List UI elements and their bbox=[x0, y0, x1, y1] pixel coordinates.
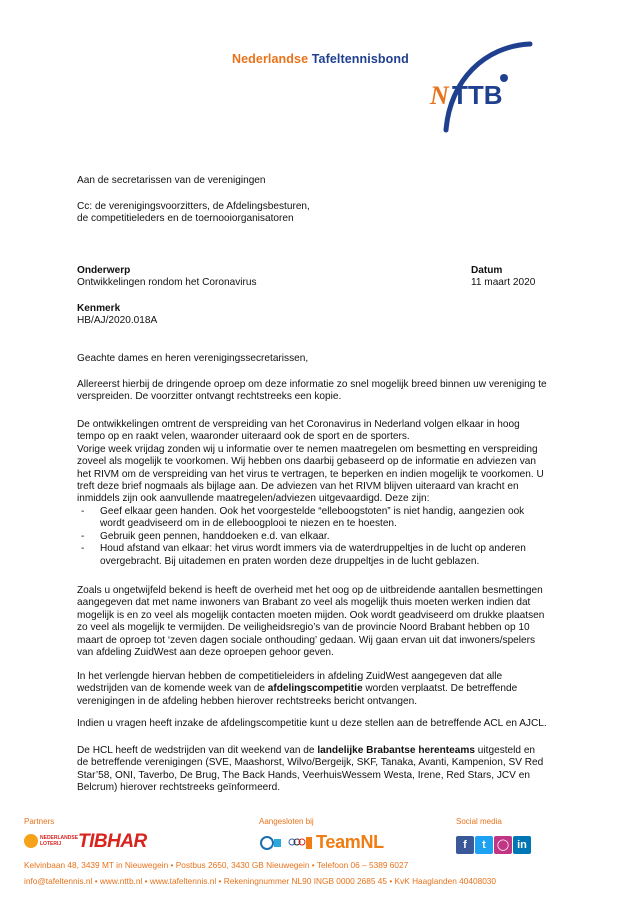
partners-label: Partners bbox=[24, 817, 55, 826]
paragraph-line: Vorige week vrijdag zonden wij u informatie over te nemen maatregelen om besmetting en verspreiding bbox=[77, 443, 538, 455]
paragraph-line: aangegeven dat met name inwoners van Brabant zo veel als mogelijk thuis moeten werken indien dat bbox=[77, 597, 531, 609]
text-run: wedstrijden van de komende week van de bbox=[77, 683, 268, 695]
affiliated-label: Aangesloten bij bbox=[259, 817, 314, 826]
paragraph-line: Zoals u ongetwijfeld bekend is heeft de overheid met het oog op de uitbreidende aantallen besmettingen bbox=[77, 585, 543, 596]
paragraph-line: maart de oproep tot ‘zeven dagen sociale onthouding’ gedaan. Wij gaan ervan uit dat inwoners/spelers bbox=[77, 634, 536, 646]
paragraph-line: het RIVM om de verspreiding van het virus te vertragen, te beperken en indien mogelijk te voorkomen. U bbox=[77, 468, 544, 480]
text-run: worden verplaatst. De betreffende bbox=[362, 683, 518, 695]
address-line-2: info@tafeltennis.nl • www.nttb.nl • www.tafeltennis.nl • Rekeningnummer NL90 INGB 0000 2685 45 • KvK Haaglanden 40408030 bbox=[24, 876, 497, 886]
linkedin-icon[interactable]: in bbox=[513, 836, 531, 854]
org-name-part2: Tafeltennisbond bbox=[311, 52, 409, 66]
org-name-part1: Nederlandse bbox=[232, 52, 309, 66]
date-value: 11 maart 2020 bbox=[471, 277, 536, 288]
paragraph-3 bbox=[77, 585, 555, 659]
address-line-1: Kelvinbaan 48, 3439 MT in Nieuwegein • Postbus 2650, 3430 GB Nieuwegein • Telefoon 06 – 5389 6027 bbox=[24, 860, 409, 870]
list-item-line: - Geef elkaar geen handen. Ook het voorgestelde “elleboogstoten” is niet handig, aangezien ook bbox=[100, 506, 525, 517]
emphasis-text: afdelingscompetitie bbox=[267, 683, 363, 695]
reference-value: HB/AJ/2020.018A bbox=[77, 315, 158, 326]
ittf-logo-icon bbox=[261, 837, 281, 849]
logo-letters-ttb: TTB bbox=[452, 80, 503, 110]
teamnl-logo: TeamNL bbox=[316, 832, 384, 852]
social-label: Social media bbox=[456, 817, 502, 826]
emphasis-text: landelijke Brabantse herenteams bbox=[317, 745, 475, 756]
paragraph-line: treft deze brief nogmaals als bijlage aan. De adviezen van het RIVM blijven uiteraard van kracht en bbox=[77, 481, 519, 493]
paragraph-line bbox=[77, 683, 555, 695]
facebook-icon[interactable]: f bbox=[456, 836, 474, 854]
paragraph-line: mogelijk is en zo veel als mogelijk contacten moeten mijden. Ook wordt geadviseerd om drukke plaatsen bbox=[77, 609, 545, 621]
federation-logos bbox=[259, 833, 313, 853]
paragraph-line: Star’58, ONI, Taverbo, De Brug, The Back Hands, VeerhuisWessem Westa, Irene, Red Stars, JCV en bbox=[77, 769, 530, 781]
logo-letter-n: N bbox=[430, 81, 449, 110]
paragraph-line: Belcrum) hierover rechtstreeks geïnformeerd. bbox=[77, 782, 281, 794]
paragraph-4 bbox=[77, 671, 555, 708]
text-run: uitgesteld en bbox=[475, 745, 536, 756]
subject-value: Ontwikkelingen rondom het Coronavirus bbox=[77, 277, 257, 288]
paragraph-line: zo veel als mogelijk te vermijden. De veiligheidsregio’s van de provincie Noord Brabant hebben op 10 bbox=[77, 622, 530, 634]
paragraph-line: tempo op en raakt velen, waaronder uiteraard ook de sport en de sporters. bbox=[77, 431, 410, 443]
paragraph-6 bbox=[77, 745, 555, 795]
paragraph-line: verspreiden. De voorzitter ontvangt rechtstreeks een kopie. bbox=[77, 391, 342, 403]
text-run: De HCL heeft de wedstrijden van dit weekend van de bbox=[77, 745, 318, 756]
loterij-line: NEDERLANDSE bbox=[40, 835, 79, 841]
paragraph-line: inmiddels zijn ook aanvullende maatregelen/adviezen uitgevaardigd. Deze zijn: bbox=[77, 493, 430, 505]
paragraph-line: verenigingen in de afdeling hebben hierover rechtstreeks bericht ontvangen. bbox=[77, 695, 418, 707]
subject-label: Onderwerp bbox=[77, 265, 131, 276]
tibhar-logo: TIBHAR bbox=[78, 831, 147, 852]
instagram-icon[interactable]: ◯ bbox=[494, 836, 512, 854]
loterij-logo-text bbox=[40, 836, 78, 847]
cc-line-2: de competitieleders en de toernooiorganisatoren bbox=[77, 213, 294, 224]
date-label: Datum bbox=[471, 265, 503, 276]
measures-list bbox=[77, 506, 557, 568]
list-item-line: overgebracht. Bij uitademen en praten worden deze druppeltjes in de lucht geblazen. bbox=[100, 555, 480, 567]
loterij-logo-icon bbox=[24, 834, 38, 848]
list-item-line: wordt geadviseerd om in de elleboogplooi te niezen en te hoesten. bbox=[100, 518, 397, 530]
paragraph-line: Indien u vragen heeft inzake de afdelingscompetitie kunt u deze stellen aan de betreffende ACL en AJCL. bbox=[77, 718, 547, 729]
paragraph-line: van afdeling ZuidWest aan deze oproepen gehoor geven. bbox=[77, 647, 334, 659]
recipient-line: Aan de secretarissen van de verenigingen bbox=[77, 175, 266, 186]
paragraph-line: zoveel als mogelijk te voorkomen. Wij hebben ons daarbij gebaseerd op de informatie en adviezen van bbox=[77, 456, 536, 468]
paragraph-5 bbox=[77, 718, 577, 730]
list-item bbox=[77, 543, 557, 568]
reference-label: Kenmerk bbox=[77, 303, 121, 314]
paragraph-1 bbox=[77, 379, 555, 404]
paragraph-2 bbox=[77, 419, 555, 506]
salutation: Geachte dames en heren verenigingssecretarissen, bbox=[77, 353, 309, 364]
list-item-line: - Houd afstand van elkaar: het virus wordt immers via de waterdruppeltjes in de lucht op anderen bbox=[100, 543, 526, 555]
noc-logo-icon bbox=[289, 839, 305, 845]
paragraph-line: In het verlengde hiervan hebben de competitieleiders in afdeling ZuidWest aangegeven dat alle bbox=[77, 671, 503, 682]
paragraph-line: Allereerst hierbij de dringende oproep om deze informatie zo snel mogelijk breed binnen uw vereniging te bbox=[77, 379, 547, 390]
paragraph-line bbox=[77, 745, 555, 757]
paragraph-line: De ontwikkelingen omtrent de verspreiding van het Coronavirus in Nederland volgen elkaar in hoog bbox=[77, 419, 520, 430]
twitter-icon[interactable]: t bbox=[475, 836, 493, 854]
paragraph-line: de betreffende verenigingen (SVE, Maashorst, Wilvo/Bergeijk, SKF, Tanaka, Avanti, Kampenion, SV Red bbox=[77, 757, 544, 769]
teamnl-mark-icon bbox=[306, 837, 312, 849]
nttb-logo bbox=[380, 40, 550, 140]
loterij-line: LOTERIJ bbox=[40, 840, 62, 847]
list-item bbox=[77, 506, 557, 531]
list-item-line: - Gebruik geen pennen, handdoeken e.d. van elkaar. bbox=[100, 530, 330, 542]
list-item bbox=[77, 531, 557, 543]
cc-line-1: Cc: de verenigingsvoorzitters, de Afdelingsbesturen, bbox=[77, 201, 310, 212]
